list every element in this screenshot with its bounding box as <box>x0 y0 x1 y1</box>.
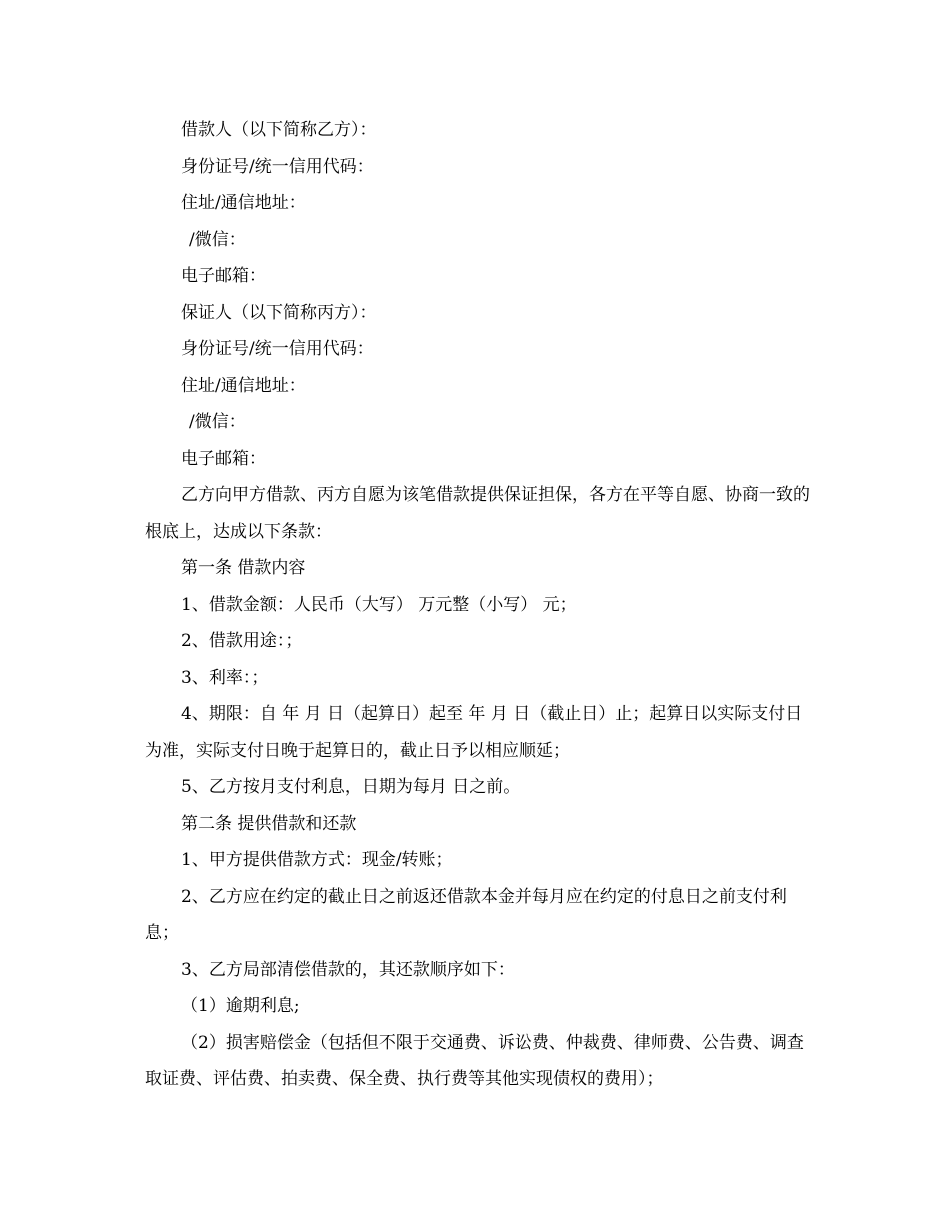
article-1-clause-1: 1、借款金额：人民币（大写） 万元整（小写） 元； <box>181 594 577 615</box>
borrower-wechat-line: /微信： <box>189 229 246 250</box>
article-1-clause-3: 3、利率：； <box>181 667 269 688</box>
guarantor-email-line: 电子邮箱： <box>181 448 266 469</box>
article-2-clause-1: 1、甲方提供借款方式：现金/转账； <box>181 850 453 870</box>
borrower-address-line: 住址/通信地址： <box>181 193 306 213</box>
preamble-paragraph: 乙方向甲方借款、丙方自愿为该笔借款提供保证担保，各方在平等自愿、协商一致的根底上，达成以下条款： <box>145 485 810 542</box>
article-1-clause-4: 4、期限：自 年 月 日（起算日）起至 年 月 日（截止日）止；起算日以实际支付日为准，实际支付日晚于起算日的，截止日予以相应顺延； <box>145 704 803 761</box>
article-1-clause-5: 5、乙方按月支付利息，日期为每月 日之前。 <box>181 777 521 797</box>
repayment-order-item-2: （2）损害赔偿金（包括但不限于交通费、诉讼费、仲裁费、律师费、公告费、调查取证费、评估费、拍卖费、保全费、执行费等其他实现债权的费用）； <box>145 1032 804 1089</box>
guarantor-line: 保证人（以下简称丙方）： <box>181 302 377 323</box>
guarantor-address-line: 住址/通信地址： <box>181 375 306 396</box>
document-body <box>145 112 810 1098</box>
borrower-id-line: 身份证号/统一信用代码： <box>181 156 374 177</box>
article-1-clause-2: 2、借款用途：； <box>181 631 303 651</box>
article-2-clause-2: 2、乙方应在约定的截止日之前返还借款本金并每月应在约定的付息日之前支付利息； <box>145 886 787 943</box>
article-1-heading: 第一条 借款内容 <box>181 558 306 578</box>
repayment-order-item-1: （1）逾期利息; <box>181 996 300 1016</box>
borrower-line: 借款人（以下简称乙方）： <box>181 120 377 140</box>
guarantor-wechat-line: /微信： <box>189 412 246 432</box>
guarantor-id-line: 身份证号/统一信用代码： <box>181 339 374 359</box>
borrower-email-line: 电子邮箱： <box>181 266 266 286</box>
article-2-clause-3: 3、乙方局部清偿借款的，其还款顺序如下： <box>181 959 515 980</box>
article-2-heading: 第二条 提供借款和还款 <box>181 813 357 834</box>
